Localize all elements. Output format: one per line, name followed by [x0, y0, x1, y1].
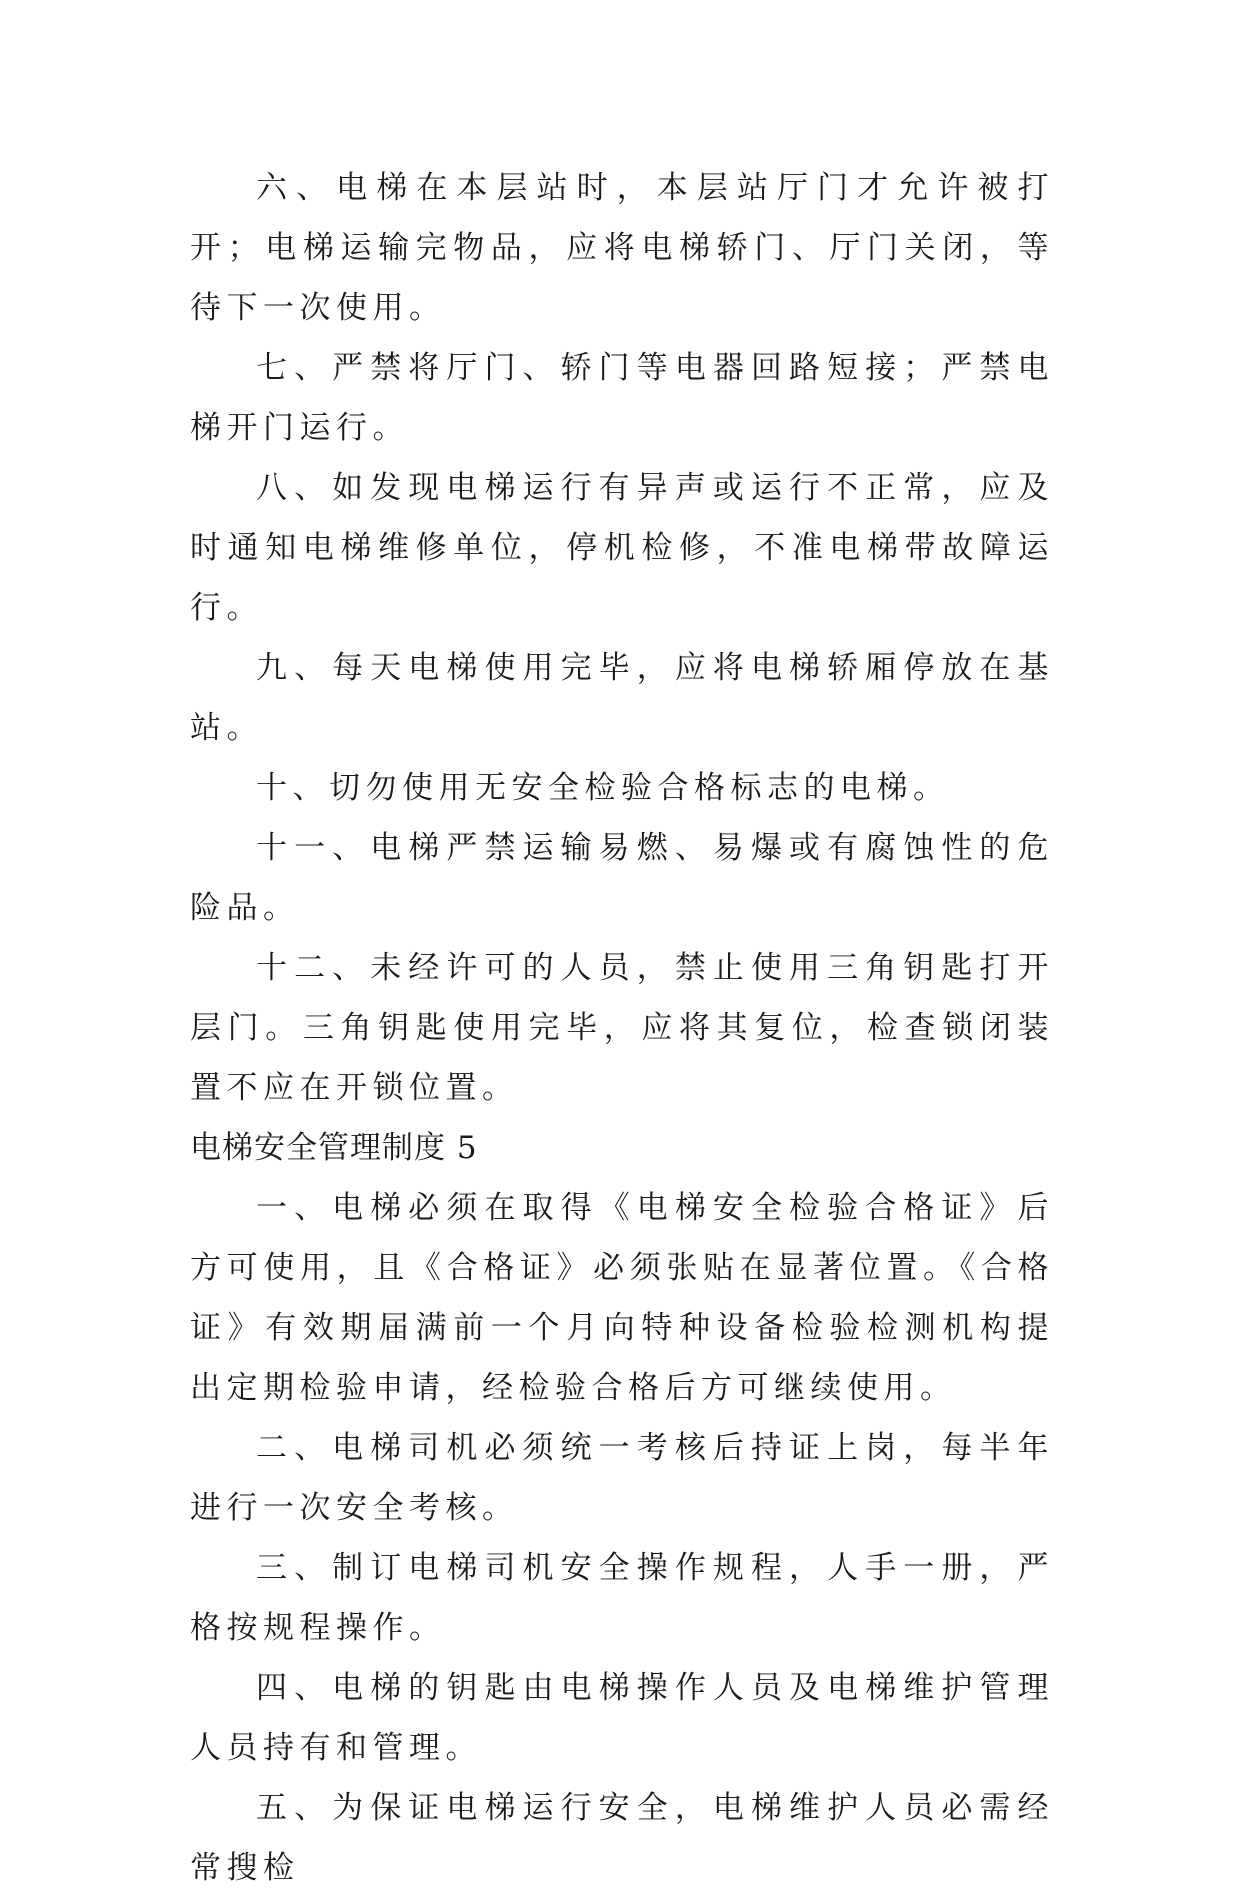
paragraph-9: 九、每天电梯使用完毕，应将电梯轿厢停放在基站。: [190, 650, 1054, 746]
paragraph-1: 一、电梯必须在取得《电梯安全检验合格证》后方可使用，且《合格证》必须张贴在显著位置。《合格证》有效期届满前一个月向特种设备检验检测机构提出定期检验申请，经检验合格后方可继续使用。: [190, 1190, 1054, 1406]
paragraph-11: 十一、电梯严禁运输易燃、易爆或有腐蚀性的危险品。: [190, 830, 1054, 926]
paragraph-10: 十、切勿使用无安全检验合格标志的电梯。: [256, 770, 950, 806]
paragraph-2: 二、电梯司机必须统一考核后持证上岗，每半年进行一次安全考核。: [190, 1430, 1054, 1526]
paragraph-5: 五、为保证电梯运行安全，电梯维护人员必需经常搜检: [190, 1790, 1054, 1886]
document-body: [190, 158, 1054, 1898]
paragraph-7: 七、严禁将厅门、轿门等电器回路短接；严禁电梯开门运行。: [190, 350, 1054, 446]
paragraph-8: 八、如发现电梯运行有异声或运行不正常，应及时通知电梯维修单位，停机检修，不准电梯带故障运行。: [190, 470, 1054, 626]
section-heading: 电梯安全管理制度 5: [190, 1130, 478, 1166]
paragraph-6: 六、电梯在本层站时，本层站厅门才允许被打开；电梯运输完物品，应将电梯轿门、厅门关闭，等待下一次使用。: [190, 170, 1054, 326]
paragraph-12: 十二、未经许可的人员，禁止使用三角钥匙打开层门。三角钥匙使用完毕，应将其复位，检查锁闭装置不应在开锁位置。: [190, 950, 1054, 1106]
paragraph-4: 四、电梯的钥匙由电梯操作人员及电梯维护管理人员持有和管理。: [190, 1670, 1054, 1766]
paragraph-3: 三、制订电梯司机安全操作规程，人手一册，严格按规程操作。: [190, 1550, 1054, 1646]
